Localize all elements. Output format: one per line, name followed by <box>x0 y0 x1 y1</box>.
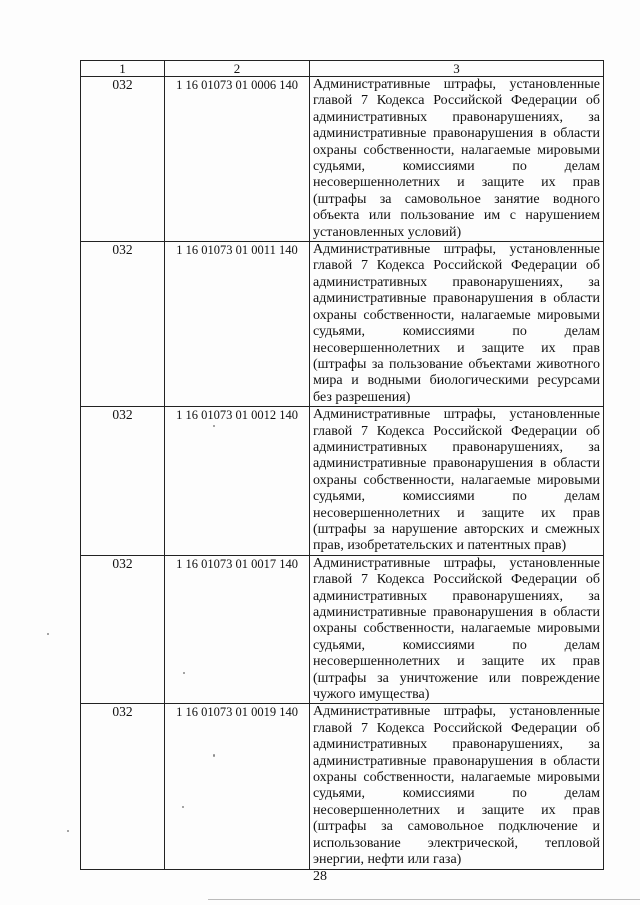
description-cell <box>310 704 604 869</box>
admin-code-cell: 032 <box>81 77 165 242</box>
admin-code-cell: 032 <box>81 555 165 704</box>
description-text: Административные штрафы, установленные главой 7 Кодекса Российской Федерации об административных правонарушениях, за административные правонарушения в области охраны собственности, налагаемые мировыми судьями, комиссиями по делам несовершеннолетних и защите их прав (штрафы за самовольное занятие водного объекта или пользование им с нарушением установленных условий) <box>313 77 600 240</box>
budget-code-cell: 1 16 01073 01 0006 140 <box>165 77 310 242</box>
page-number: 28 <box>313 869 327 884</box>
table-row <box>81 77 604 242</box>
description-text: Административные штрафы, установленные главой 7 Кодекса Российской Федерации об административных правонарушениях, за административные правонарушения в области охраны собственности, налагаемые мировыми судьями, комиссиями по делам несовершеннолетних и защите их прав (штрафы за пользование объектами животного мира и водными биологическими ресурсами без разрешения) <box>313 242 600 405</box>
description-text: Административные штрафы, установленные главой 7 Кодекса Российской Федерации об административных правонарушениях, за административные правонарушения в области охраны собственности, налагаемые мировыми судьями, комиссиями по делам несовершеннолетних и защите их прав (штрафы за уничтожение или повреждение чужого имущества) <box>313 555 600 703</box>
description-cell <box>310 242 604 407</box>
description-cell <box>310 77 604 242</box>
description-cell <box>310 407 604 556</box>
scan-speck <box>47 633 49 635</box>
budget-code-cell: 1 16 01073 01 0017 140 <box>165 555 310 704</box>
table-header-row <box>81 61 604 77</box>
scan-speck <box>183 672 185 674</box>
column-header-1: 1 <box>81 61 165 77</box>
admin-code-cell: 032 <box>81 704 165 869</box>
budget-code-cell: 1 16 01073 01 0011 140 <box>165 242 310 407</box>
column-header-2: 2 <box>165 61 310 77</box>
table-row <box>81 704 604 869</box>
scan-edge-line <box>208 899 640 900</box>
description-text: Административные штрафы, установленные главой 7 Кодекса Российской Федерации об административных правонарушениях, за административные правонарушения в области охраны собственности, налагаемые мировыми судьями, комиссиями по делам несовершеннолетних и защите их прав (штрафы за нарушение авторских и смежных прав, изобретательских и патентных прав) <box>313 407 600 554</box>
column-header-3: 3 <box>310 61 604 77</box>
budget-code-cell: 1 16 01073 01 0012 140 <box>165 407 310 556</box>
scan-speck <box>213 425 215 427</box>
description-text: Административные штрафы, установленные главой 7 Кодекса Российской Федерации об административных правонарушениях, за административные правонарушения в области охраны собственности, налагаемые мировыми судьями, комиссиями по делам несовершеннолетних и защите их прав (штрафы за самовольное подключение и использование электрической, тепловой энергии, нефти или газа) <box>313 704 600 868</box>
table-row <box>81 407 604 556</box>
budget-codes-table <box>80 60 604 870</box>
description-cell <box>310 555 604 704</box>
admin-code-cell: 032 <box>81 407 165 556</box>
scan-speck <box>67 830 69 832</box>
scan-speck <box>182 806 184 808</box>
scan-speck <box>213 754 215 757</box>
table-row <box>81 242 604 407</box>
budget-code-cell: 1 16 01073 01 0019 140 <box>165 704 310 869</box>
admin-code-cell: 032 <box>81 242 165 407</box>
table-row <box>81 555 604 704</box>
